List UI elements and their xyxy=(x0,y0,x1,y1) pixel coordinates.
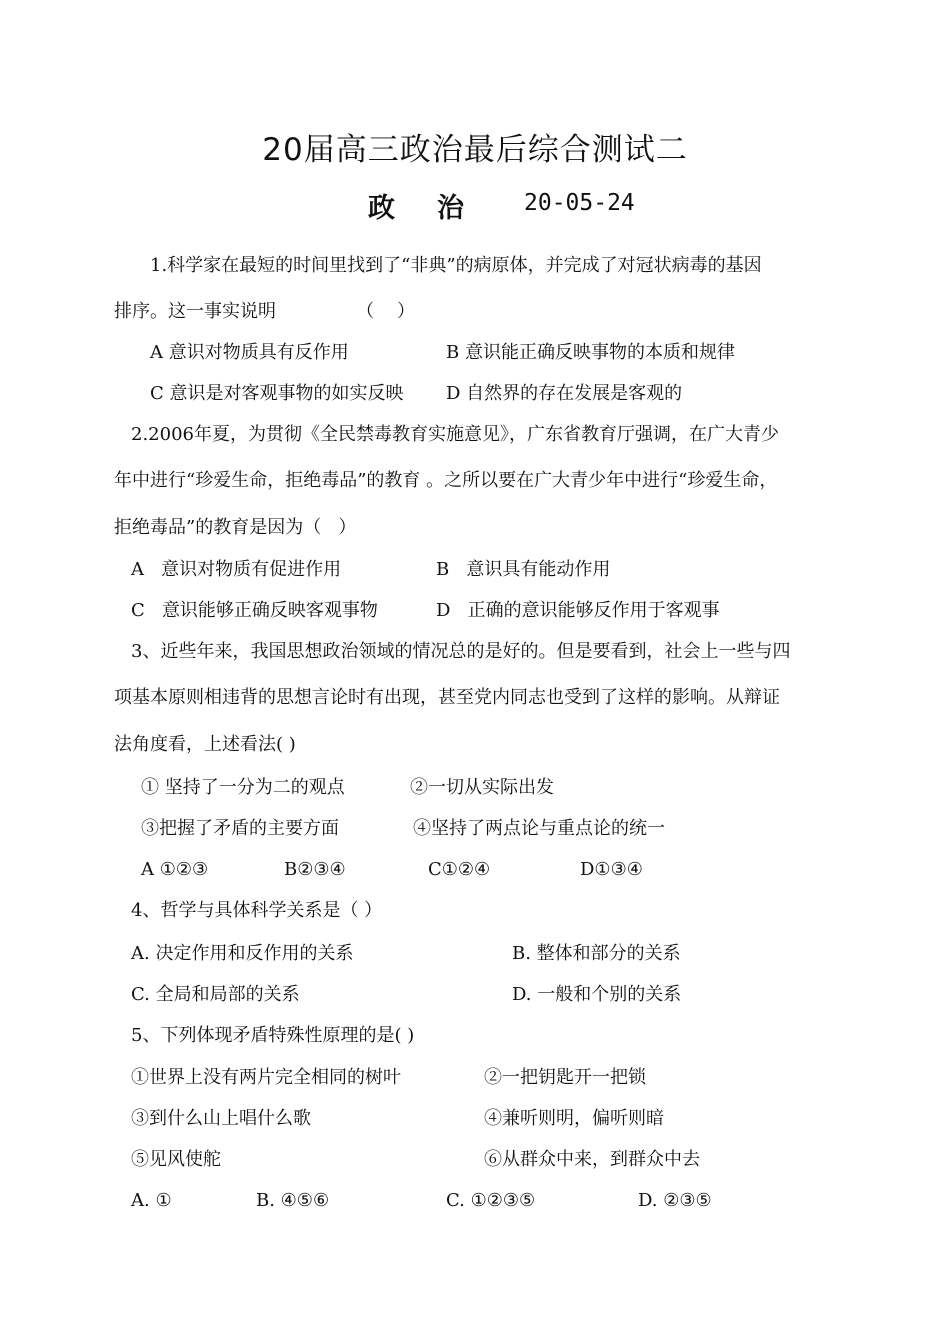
question-5-item-1: ①世界上没有两片完全相同的树叶 xyxy=(131,1067,401,1088)
question-4-option-d: D. 一般和个别的关系 xyxy=(512,984,682,1005)
question-1-stem-line-1: 1.科学家在最短的时间里找到了“非典”的病原体，并完成了对冠状病毒的基因 xyxy=(150,255,762,276)
question-2-option-d: D 正确的意识能够反作用于客观事 xyxy=(436,600,720,621)
question-3-item-4: ④坚持了两点论与重点论的统一 xyxy=(413,818,665,839)
question-3-option-b: B②③④ xyxy=(284,859,346,880)
question-2-option-b: B 意识具有能动作用 xyxy=(436,559,611,580)
question-3-stem-line-1: 3、近些年来，我国思想政治领域的情况总的是好的。但是要看到，社会上一些与四 xyxy=(131,641,791,662)
question-1-option-d: D 自然界的存在发展是客观的 xyxy=(446,383,683,404)
subject-label: 政治 xyxy=(368,193,506,224)
question-4-option-b: B. 整体和部分的关系 xyxy=(512,943,681,964)
question-5-option-a: A. ① xyxy=(131,1190,172,1211)
question-1-stem-line-2: 排序。这一事实说明 （ ） xyxy=(114,301,415,322)
question-4-stem: 4、哲学与具体科学关系是（ ） xyxy=(131,900,383,921)
question-2-stem-line-2: 年中进行“珍爱生命，拒绝毒品”的教育 。之所以要在广大青少年中进行“珍爱生命， xyxy=(114,470,778,491)
question-3-stem-line-3: 法角度看，上述看法( ) xyxy=(114,734,296,755)
question-1-option-a: A 意识对物质具有反作用 xyxy=(150,342,349,363)
question-5-item-5: ⑤见风使舵 xyxy=(131,1149,221,1170)
question-2-stem-line-1: 2.2006年夏，为贯彻《全民禁毒教育实施意见》，广东省教育厅强调，在广大青少 xyxy=(131,424,779,445)
question-5-option-d: D. ②③⑤ xyxy=(638,1190,712,1211)
question-3-option-d: D①③④ xyxy=(580,859,643,880)
question-3-item-1: ① 坚持了一分为二的观点 xyxy=(141,777,345,798)
question-2-stem-line-3: 拒绝毒品”的教育是因为（ ） xyxy=(114,517,357,538)
subtitle-row xyxy=(0,186,950,226)
question-5-option-c: C. ①②③⑤ xyxy=(446,1190,536,1211)
question-4-option-a: A. 决定作用和反作用的关系 xyxy=(131,943,354,964)
question-1-option-c: C 意识是对客观事物的如实反映 xyxy=(150,383,404,404)
question-2-option-a: A 意识对物质有促进作用 xyxy=(131,559,342,580)
question-5-option-b: B. ④⑤⑥ xyxy=(256,1190,330,1211)
question-5-stem: 5、下列体现矛盾特殊性原理的是( ) xyxy=(131,1025,415,1046)
question-3-item-2: ②一切从实际出发 xyxy=(410,777,554,798)
exam-title: 20届高三政治最后综合测试二 xyxy=(262,132,688,168)
question-5-item-3: ③到什么山上唱什么歌 xyxy=(131,1108,311,1129)
question-3-stem-line-2: 项基本原则相违背的思想言论时有出现，甚至党内同志也受到了这样的影响。从辩证 xyxy=(114,687,780,708)
question-5-item-6: ⑥从群众中来，到群众中去 xyxy=(484,1149,700,1170)
question-5-item-4: ④兼听则明，偏听则暗 xyxy=(484,1108,664,1129)
question-5-item-2: ②一把钥匙开一把锁 xyxy=(484,1067,646,1088)
question-2-option-c: C 意识能够正确反映客观事物 xyxy=(131,600,378,621)
question-3-option-c: C①②④ xyxy=(428,859,491,880)
exam-date: 20-05-24 xyxy=(524,190,635,216)
question-4-option-c: C. 全局和局部的关系 xyxy=(131,984,300,1005)
question-3-item-3: ③把握了矛盾的主要方面 xyxy=(141,818,339,839)
question-3-option-a: A ①②③ xyxy=(141,859,209,880)
question-1-option-b: B 意识能正确反映事物的本质和规律 xyxy=(446,342,735,363)
